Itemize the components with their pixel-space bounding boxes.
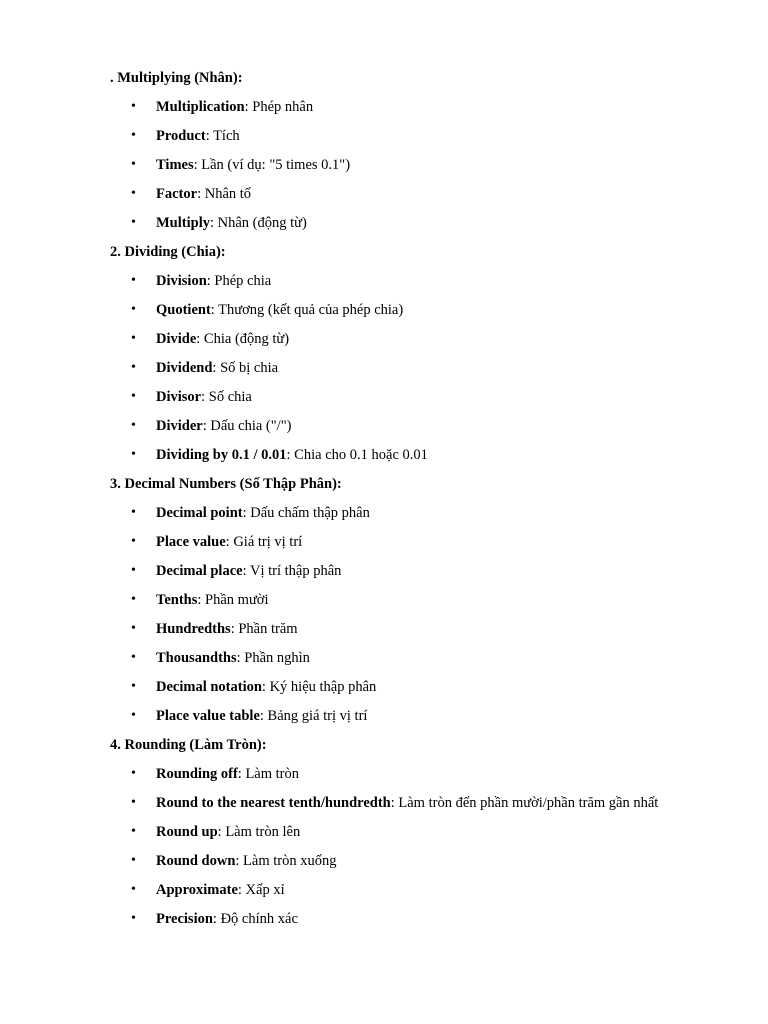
bullet-icon: • [131, 273, 136, 288]
bullet-icon: • [131, 911, 136, 926]
definition: : Nhân (động từ) [209, 215, 307, 231]
item-text [156, 215, 307, 231]
term: Multiply [156, 215, 210, 231]
item-text [156, 99, 313, 115]
bullet-icon: • [131, 128, 136, 143]
bullet-icon: • [131, 418, 136, 433]
list-item [0, 128, 768, 157]
definition: : Giá trị vị trí [225, 534, 303, 550]
list-item [0, 447, 768, 476]
bullet-icon: • [131, 389, 136, 404]
item-text [156, 418, 291, 434]
term: Quotient [156, 302, 211, 318]
term: Division [156, 273, 207, 289]
term: Round up [156, 824, 218, 840]
list-item [0, 592, 768, 621]
section [0, 244, 768, 476]
term: Place value [156, 534, 226, 550]
section [0, 737, 768, 940]
term: Thousandths [156, 650, 237, 666]
list-item [0, 911, 768, 940]
item-text [156, 853, 336, 869]
document-content [0, 70, 768, 940]
term: Rounding off [156, 766, 238, 782]
list-item [0, 331, 768, 360]
definition: : Thương (kết quả của phép chia) [210, 302, 404, 318]
term: Product [156, 128, 206, 144]
bullet-icon: • [131, 824, 136, 839]
term: Dividing by 0.1 / 0.01 [156, 447, 287, 463]
item-text [156, 534, 302, 550]
item-text [156, 389, 252, 405]
bullet-list [0, 273, 768, 476]
item-text [156, 186, 251, 202]
term: Approximate [156, 882, 238, 898]
item-text [156, 679, 376, 695]
section-heading: . Multiplying (Nhân): [110, 70, 243, 86]
definition: : Nhân tố [197, 186, 252, 202]
item-text [156, 824, 300, 840]
list-item [0, 186, 768, 215]
definition: : Lần (ví dụ: "5 times 0.1") [193, 157, 351, 173]
definition: : Làm tròn xuống [235, 853, 337, 869]
term: Decimal place [156, 563, 243, 579]
definition: : Làm tròn đến phần mười/phần trăm gần nhất [390, 795, 659, 811]
list-item [0, 621, 768, 650]
bullet-list [0, 99, 768, 244]
item-text [156, 795, 658, 811]
term: Decimal notation [156, 679, 262, 695]
list-item [0, 99, 768, 128]
bullet-icon: • [131, 708, 136, 723]
item-text [156, 157, 350, 173]
definition: : Dấu chia ("/") [202, 418, 292, 434]
item-text [156, 331, 289, 347]
bullet-icon: • [131, 621, 136, 636]
definition: : Số chia [201, 389, 252, 405]
bullet-icon: • [131, 592, 136, 607]
item-text [156, 505, 370, 521]
definition: : Phần mười [197, 592, 269, 608]
item-text [156, 911, 298, 927]
list-item [0, 708, 768, 737]
bullet-icon: • [131, 505, 136, 520]
section-heading: 2. Dividing (Chia): [110, 244, 226, 260]
list-item [0, 157, 768, 186]
section-heading: 3. Decimal Numbers (Số Thập Phân): [110, 476, 342, 492]
definition: : Số bị chia [212, 360, 279, 376]
definition: : Bảng giá trị vị trí [259, 708, 368, 724]
list-item [0, 795, 768, 824]
term: Place value table [156, 708, 260, 724]
term: Divisor [156, 389, 202, 405]
bullet-icon: • [131, 99, 136, 114]
bullet-icon: • [131, 534, 136, 549]
list-item [0, 650, 768, 679]
section [0, 70, 768, 244]
item-text [156, 447, 428, 463]
list-item [0, 882, 768, 911]
item-text [156, 882, 285, 898]
definition: : Làm tròn lên [217, 824, 301, 840]
item-text [156, 708, 367, 724]
definition: : Phần trăm [230, 621, 298, 637]
term: Times [156, 157, 194, 173]
definition: : Ký hiệu thập phân [261, 679, 377, 695]
bullet-list [0, 766, 768, 940]
list-item [0, 679, 768, 708]
term: Decimal point [156, 505, 243, 521]
term: Multiplication [156, 99, 245, 115]
list-item [0, 273, 768, 302]
term: Divider [156, 418, 203, 434]
term: Hundredths [156, 621, 231, 637]
definition: : Dấu chấm thập phân [242, 505, 370, 521]
bullet-icon: • [131, 447, 136, 462]
bullet-icon: • [131, 795, 136, 810]
term: Factor [156, 186, 198, 202]
definition: : Phép nhân [244, 99, 314, 115]
item-text [156, 621, 298, 637]
definition: : Chia cho 0.1 hoặc 0.01 [286, 447, 428, 463]
bullet-list [0, 505, 768, 737]
list-item [0, 563, 768, 592]
term: Round down [156, 853, 236, 869]
list-item [0, 215, 768, 244]
list-item [0, 389, 768, 418]
list-item [0, 853, 768, 882]
term: Divide [156, 331, 197, 347]
list-item [0, 418, 768, 447]
term: Dividend [156, 360, 213, 376]
item-text [156, 360, 278, 376]
section [0, 476, 768, 737]
bullet-icon: • [131, 157, 136, 172]
item-text [156, 302, 403, 318]
definition: : Độ chính xác [212, 911, 298, 927]
list-item [0, 534, 768, 563]
definition: : Phép chia [206, 273, 272, 289]
list-item [0, 824, 768, 853]
bullet-icon: • [131, 650, 136, 665]
list-item [0, 766, 768, 795]
item-text [156, 592, 269, 608]
list-item [0, 505, 768, 534]
bullet-icon: • [131, 853, 136, 868]
definition: : Vị trí thập phân [242, 563, 342, 579]
term: Round to the nearest tenth/hundredth [156, 795, 391, 811]
bullet-icon: • [131, 882, 136, 897]
definition: : Xấp xỉ [237, 882, 285, 898]
list-item [0, 302, 768, 331]
bullet-icon: • [131, 186, 136, 201]
bullet-icon: • [131, 766, 136, 781]
term: Tenths [156, 592, 198, 608]
item-text [156, 273, 271, 289]
bullet-icon: • [131, 215, 136, 230]
definition: : Làm tròn [237, 766, 300, 782]
item-text [156, 650, 310, 666]
definition: : Chia (động từ) [196, 331, 290, 347]
bullet-icon: • [131, 302, 136, 317]
item-text [156, 766, 299, 782]
bullet-icon: • [131, 360, 136, 375]
bullet-icon: • [131, 563, 136, 578]
definition: : Phần nghìn [236, 650, 310, 666]
section-heading: 4. Rounding (Làm Tròn): [110, 737, 267, 753]
list-item [0, 360, 768, 389]
term: Precision [156, 911, 213, 927]
item-text [156, 563, 341, 579]
definition: : Tích [205, 128, 240, 144]
bullet-icon: • [131, 331, 136, 346]
bullet-icon: • [131, 679, 136, 694]
item-text [156, 128, 240, 144]
